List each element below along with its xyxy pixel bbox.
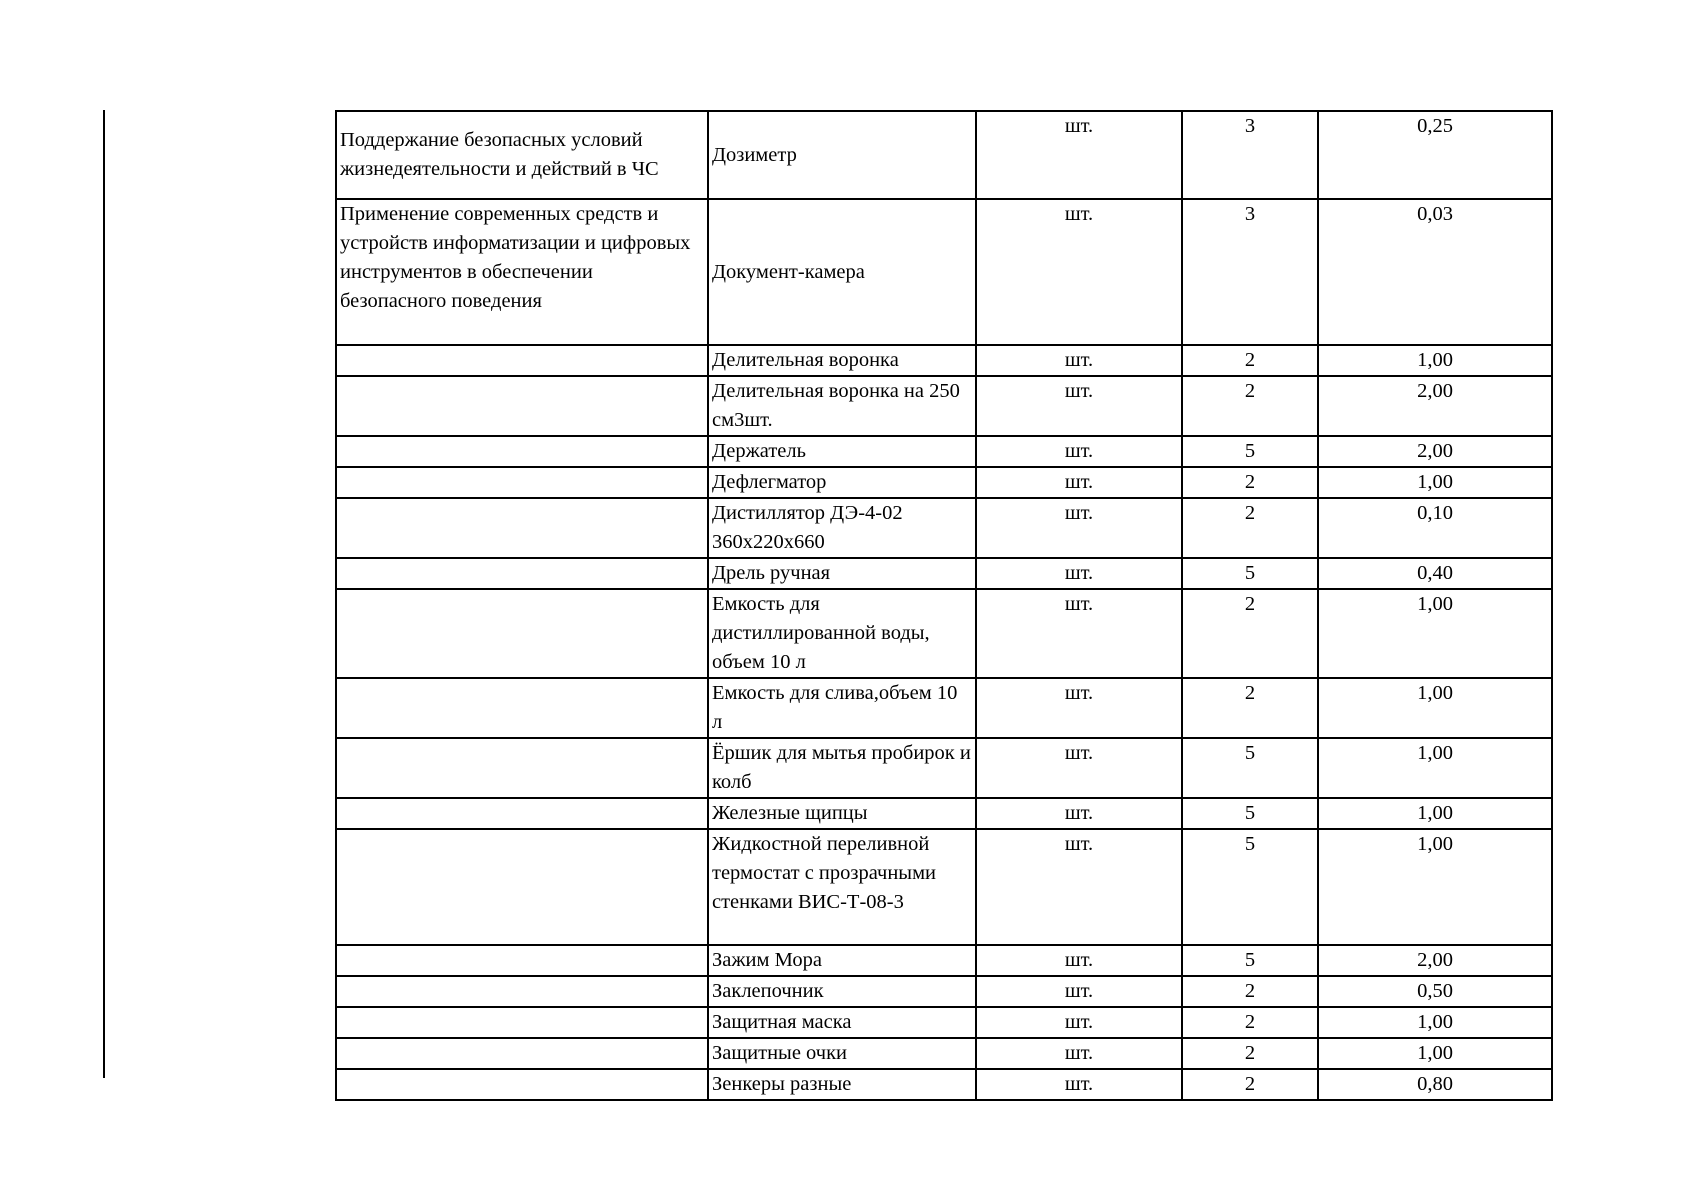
quantity-cell: 2 xyxy=(1182,589,1318,678)
unit-cell: шт. xyxy=(976,111,1182,199)
unit-cell: шт. xyxy=(976,467,1182,498)
quantity-cell: 3 xyxy=(1182,199,1318,345)
section-cell: Поддержание безопасных условий жизнедеятельности и действий в ЧС xyxy=(336,111,708,199)
coefficient-cell: 0,80 xyxy=(1318,1069,1552,1100)
section-cell xyxy=(336,1069,708,1100)
equipment-table xyxy=(335,110,1553,1101)
coefficient-cell: 1,00 xyxy=(1318,678,1552,738)
section-cell xyxy=(336,829,708,945)
section-cell: Применение современных средств и устройств информатизации и цифровых инструментов в обеспечении безопасного поведения xyxy=(336,199,708,345)
quantity-cell: 5 xyxy=(1182,738,1318,798)
unit-cell: шт. xyxy=(976,199,1182,345)
item-name-cell: Дефлегматор xyxy=(708,467,976,498)
item-name-cell: Жидкостной переливной термостат с прозрачными стенками ВИС-Т-08-3 xyxy=(708,829,976,945)
item-name-cell: Емкость для дистиллированной воды, объем 10 л xyxy=(708,589,976,678)
unit-cell: шт. xyxy=(976,945,1182,976)
table-row xyxy=(336,111,1552,199)
unit-cell: шт. xyxy=(976,436,1182,467)
item-name-cell: Дозиметр xyxy=(708,111,976,199)
table-row xyxy=(336,467,1552,498)
table-row xyxy=(336,738,1552,798)
table-row xyxy=(336,678,1552,738)
item-name-cell: Защитные очки xyxy=(708,1038,976,1069)
table-row xyxy=(336,976,1552,1007)
section-cell xyxy=(336,1007,708,1038)
unit-cell: шт. xyxy=(976,498,1182,558)
item-name-cell: Делительная воронка xyxy=(708,345,976,376)
section-cell xyxy=(336,436,708,467)
quantity-cell: 5 xyxy=(1182,798,1318,829)
section-cell xyxy=(336,945,708,976)
section-cell xyxy=(336,1038,708,1069)
item-name-cell: Документ-камера xyxy=(708,199,976,345)
quantity-cell: 5 xyxy=(1182,829,1318,945)
item-name-cell: Зажим Мора xyxy=(708,945,976,976)
section-cell xyxy=(336,976,708,1007)
quantity-cell: 2 xyxy=(1182,976,1318,1007)
item-name-cell: Заклепочник xyxy=(708,976,976,1007)
unit-cell: шт. xyxy=(976,345,1182,376)
coefficient-cell: 1,00 xyxy=(1318,798,1552,829)
unit-cell: шт. xyxy=(976,1069,1182,1100)
section-cell xyxy=(336,798,708,829)
unit-cell: шт. xyxy=(976,798,1182,829)
section-cell xyxy=(336,376,708,436)
item-name-cell: Емкость для слива,объем 10 л xyxy=(708,678,976,738)
table-row xyxy=(336,1007,1552,1038)
item-name-cell: Ёршик для мытья пробирок и колб xyxy=(708,738,976,798)
section-cell xyxy=(336,345,708,376)
coefficient-cell: 0,40 xyxy=(1318,558,1552,589)
quantity-cell: 2 xyxy=(1182,376,1318,436)
quantity-cell: 2 xyxy=(1182,1038,1318,1069)
quantity-cell: 2 xyxy=(1182,467,1318,498)
unit-cell: шт. xyxy=(976,738,1182,798)
coefficient-cell: 0,10 xyxy=(1318,498,1552,558)
coefficient-cell: 1,00 xyxy=(1318,1007,1552,1038)
quantity-cell: 3 xyxy=(1182,111,1318,199)
table-row xyxy=(336,376,1552,436)
coefficient-cell: 2,00 xyxy=(1318,945,1552,976)
item-name-cell: Защитная маска xyxy=(708,1007,976,1038)
unit-cell: шт. xyxy=(976,678,1182,738)
coefficient-cell: 1,00 xyxy=(1318,738,1552,798)
section-cell xyxy=(336,738,708,798)
coefficient-cell: 0,50 xyxy=(1318,976,1552,1007)
quantity-cell: 2 xyxy=(1182,1069,1318,1100)
section-cell xyxy=(336,498,708,558)
item-name-cell: Дрель ручная xyxy=(708,558,976,589)
coefficient-cell: 2,00 xyxy=(1318,376,1552,436)
item-name-cell: Зенкеры разные xyxy=(708,1069,976,1100)
coefficient-cell: 1,00 xyxy=(1318,467,1552,498)
table-row xyxy=(336,558,1552,589)
section-cell xyxy=(336,558,708,589)
item-name-cell: Дистиллятор ДЭ-4-02 360х220х660 xyxy=(708,498,976,558)
unit-cell: шт. xyxy=(976,829,1182,945)
unit-cell: шт. xyxy=(976,1038,1182,1069)
table-row xyxy=(336,1069,1552,1100)
coefficient-cell: 1,00 xyxy=(1318,345,1552,376)
item-name-cell: Держатель xyxy=(708,436,976,467)
unit-cell: шт. xyxy=(976,558,1182,589)
coefficient-cell: 2,00 xyxy=(1318,436,1552,467)
unit-cell: шт. xyxy=(976,376,1182,436)
quantity-cell: 5 xyxy=(1182,558,1318,589)
quantity-cell: 5 xyxy=(1182,436,1318,467)
table-row xyxy=(336,1038,1552,1069)
unit-cell: шт. xyxy=(976,1007,1182,1038)
section-cell xyxy=(336,467,708,498)
unit-cell: шт. xyxy=(976,589,1182,678)
section-cell xyxy=(336,589,708,678)
section-cell xyxy=(336,678,708,738)
table-row xyxy=(336,589,1552,678)
coefficient-cell: 1,00 xyxy=(1318,589,1552,678)
equipment-table-body xyxy=(336,111,1552,1100)
quantity-cell: 2 xyxy=(1182,678,1318,738)
item-name-cell: Железные щипцы xyxy=(708,798,976,829)
quantity-cell: 2 xyxy=(1182,498,1318,558)
table-row xyxy=(336,345,1552,376)
table-row xyxy=(336,829,1552,945)
table-row xyxy=(336,199,1552,345)
coefficient-cell: 0,25 xyxy=(1318,111,1552,199)
table-row xyxy=(336,798,1552,829)
quantity-cell: 2 xyxy=(1182,1007,1318,1038)
coefficient-cell: 1,00 xyxy=(1318,1038,1552,1069)
unit-cell: шт. xyxy=(976,976,1182,1007)
quantity-cell: 2 xyxy=(1182,345,1318,376)
table-row xyxy=(336,498,1552,558)
table-row xyxy=(336,436,1552,467)
page-margin-line xyxy=(103,110,105,1078)
table-row xyxy=(336,945,1552,976)
coefficient-cell: 1,00 xyxy=(1318,829,1552,945)
item-name-cell: Делительная воронка на 250 см3шт. xyxy=(708,376,976,436)
coefficient-cell: 0,03 xyxy=(1318,199,1552,345)
quantity-cell: 5 xyxy=(1182,945,1318,976)
